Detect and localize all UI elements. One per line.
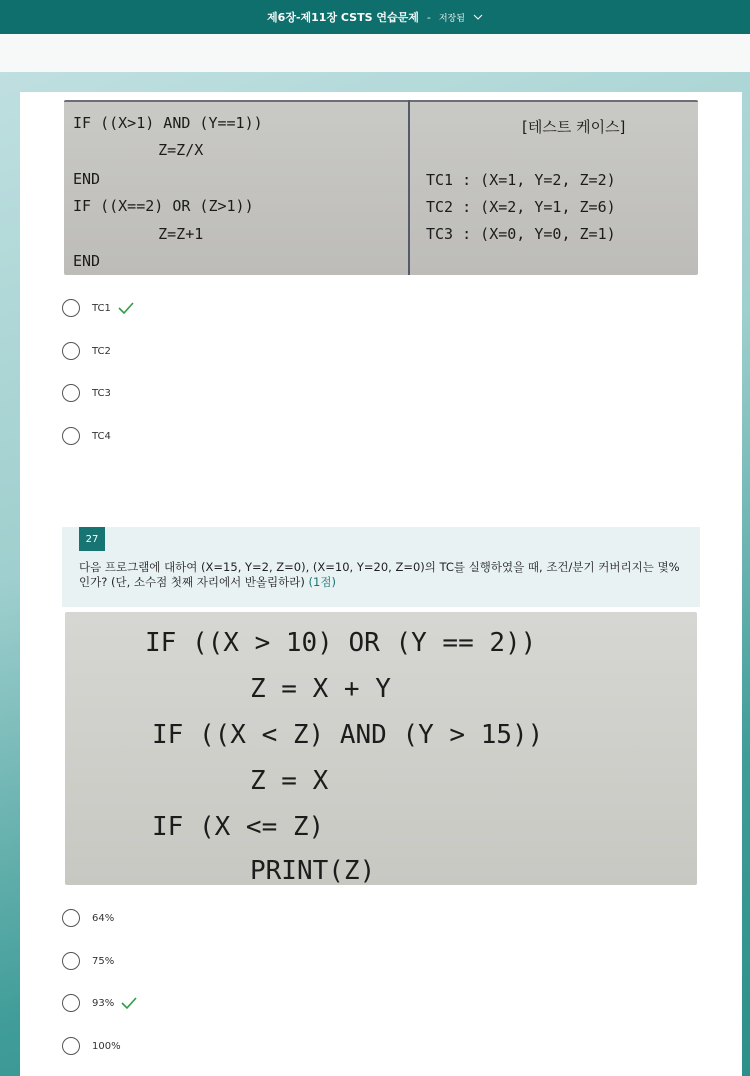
question-points: (1점) — [308, 575, 336, 589]
option-93[interactable] — [62, 992, 138, 1014]
code-line: IF ((X==2) OR (Z>1)) — [73, 197, 254, 215]
radio-button[interactable] — [62, 427, 80, 445]
option-75[interactable] — [62, 950, 114, 972]
code-line: END — [73, 252, 101, 270]
option-64[interactable] — [62, 907, 114, 929]
top-bar — [0, 0, 750, 34]
question-26-code-image — [64, 100, 698, 275]
radio-button[interactable] — [62, 952, 80, 970]
code-line: Z = X + Y — [250, 674, 391, 704]
radio-button[interactable] — [62, 994, 80, 1012]
save-status: 저장됨 — [438, 13, 465, 24]
code-line: IF (X <= Z) — [152, 812, 325, 842]
radio-button[interactable] — [62, 342, 80, 360]
form-title: 제6장-제11장 CSTS 연습문제 — [267, 11, 419, 24]
code-line: Z=Z/X — [122, 141, 204, 159]
option-label: 93% — [92, 997, 115, 1009]
test-case-line: TC2 : (X=2, Y=1, Z=6) — [426, 198, 616, 216]
question-text — [79, 560, 689, 590]
option-tc1[interactable] — [62, 297, 135, 319]
code-line: Z=Z+1 — [122, 225, 204, 243]
option-label: 75% — [92, 955, 115, 967]
option-label: 64% — [92, 912, 115, 924]
option-label: TC1 — [92, 302, 111, 314]
question-27-code-image — [65, 612, 697, 885]
code-line: IF ((X>1) AND (Y==1)) — [73, 114, 263, 132]
option-tc3[interactable] — [62, 382, 111, 404]
test-case-line: TC1 : (X=1, Y=2, Z=2) — [426, 171, 616, 189]
option-label: 100% — [92, 1040, 121, 1052]
correct-check-icon — [117, 301, 135, 315]
image-border — [64, 100, 698, 102]
code-line: PRINT(Z) — [250, 856, 376, 885]
option-tc2[interactable] — [62, 340, 111, 362]
question-27-header — [62, 527, 700, 607]
option-label: TC4 — [92, 430, 111, 442]
toolbar-area — [0, 34, 750, 72]
image-divider — [408, 100, 410, 275]
radio-button[interactable] — [62, 909, 80, 927]
test-case-title: [테스트 케이스] — [522, 118, 626, 136]
code-line: IF ((X > 10) OR (Y == 2)) — [145, 628, 537, 658]
option-tc4[interactable] — [62, 425, 111, 447]
title-separator: - — [426, 10, 431, 24]
test-case-line: TC3 : (X=0, Y=0, Z=1) — [426, 225, 616, 243]
option-label: TC3 — [92, 387, 111, 399]
correct-check-icon — [120, 996, 138, 1010]
radio-button[interactable] — [62, 384, 80, 402]
question-27-text: 다음 프로그램에 대하여 (X=15, Y=2, Z=0), (X=10, Y=20, Z=0)의 TC를 실행하였을 때, 조건/분기 커버리지는 몇% 인가? (단, 소수점 첫째 자리에서 반올림하라) — [79, 560, 680, 589]
option-100[interactable] — [62, 1035, 121, 1057]
code-line: Z = X — [250, 766, 329, 796]
code-line: IF ((X < Z) AND (Y > 15)) — [152, 720, 544, 750]
code-line: END — [73, 170, 101, 188]
question-number-badge: 27 — [79, 527, 105, 551]
option-label: TC2 — [92, 345, 111, 357]
chevron-down-icon[interactable] — [473, 12, 483, 22]
quiz-card — [20, 92, 742, 1076]
radio-button[interactable] — [62, 299, 80, 317]
radio-button[interactable] — [62, 1037, 80, 1055]
